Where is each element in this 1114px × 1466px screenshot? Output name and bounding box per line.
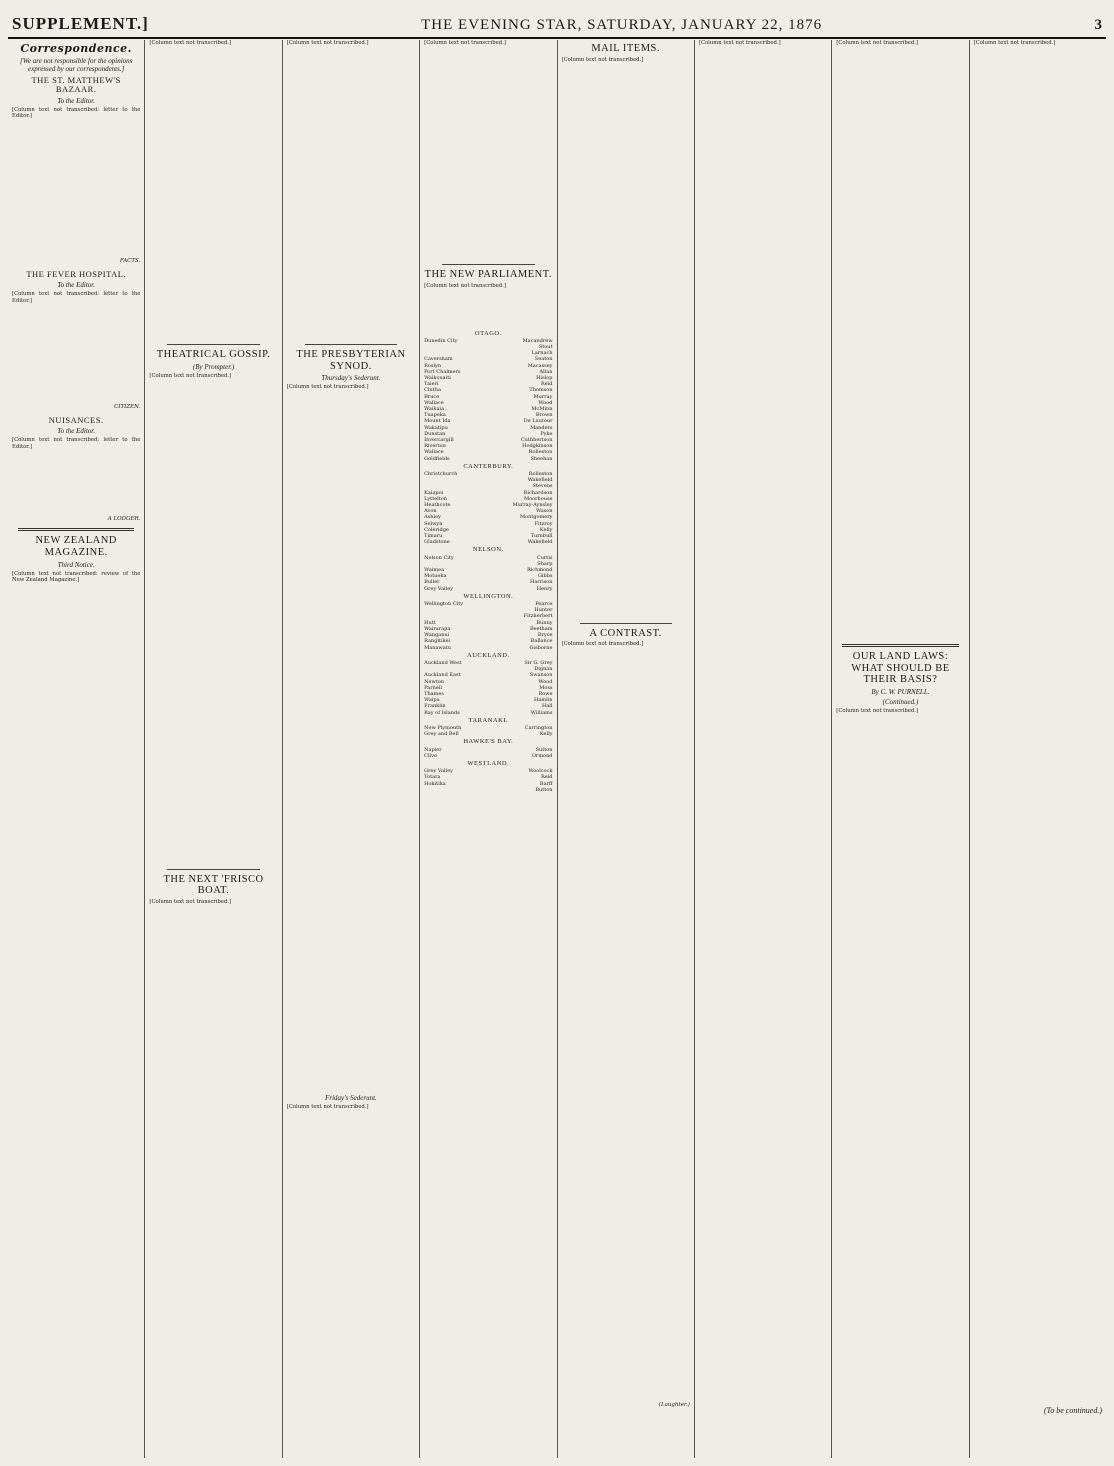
electorate-name: Auckland East [424, 672, 461, 679]
article-signature: A LODGER. [107, 516, 141, 523]
electorate-name: Lyttelton [424, 495, 447, 502]
newspaper-page [8, 6, 1106, 1458]
electorate-name: Christchurch [424, 471, 458, 478]
electorate-name: Napier [424, 746, 442, 753]
article-signature: (Laughter.) [658, 1402, 690, 1409]
article-a-contrast [562, 628, 690, 1409]
article-heading: OUR LAND LAWS: WHAT SHOULD BE THEIR BASIS? [851, 651, 950, 686]
member-name: Stout [538, 343, 553, 350]
column-6 [695, 40, 832, 1458]
province-heading: OTAGO. [474, 329, 502, 337]
article-body: [Column text not transcribed.] [836, 707, 919, 714]
electorate-name: Auckland West [424, 659, 462, 666]
electorate-name: Clutha [424, 387, 441, 394]
member-name: Cuthbertson [520, 437, 553, 443]
member-name: Brown [535, 412, 553, 419]
electorate-name: Roslyn [424, 362, 442, 369]
electorate-name: Riverton [424, 443, 446, 450]
article-theatrical-gossip [149, 349, 277, 863]
electorate-name: Ashley [424, 514, 441, 521]
electorate-name: Caversham [424, 356, 453, 363]
article-mail-items [562, 43, 690, 617]
member-name: Woolcock [528, 768, 553, 775]
member-name: Murray-Aynsley [512, 502, 553, 509]
page-number: 3 [1094, 17, 1102, 33]
electorate-name: Nelson City [424, 554, 454, 561]
member-name: Sutton [535, 746, 553, 753]
electorate-name: Wakatipu [424, 424, 448, 431]
article-body: [Column text not transcribed.] [149, 372, 232, 379]
electorate-name: Dunedin City [424, 337, 458, 344]
member-name: Harrison [529, 579, 553, 586]
column-3 [283, 40, 420, 1458]
article-signature: CITIZEN. [114, 404, 141, 411]
article-subheading: (By Prompter.) [192, 362, 235, 371]
correspondence-heading: Correspondence. [20, 42, 132, 55]
article-heading: THE FEVER HOSPITAL. [26, 268, 127, 279]
electorate-name: Hutt [424, 619, 436, 626]
article-body: [Column text not transcribed: letter to the Editor.] [12, 437, 141, 451]
member-name: Sheehan [530, 455, 553, 462]
member-name: Reid [540, 774, 553, 781]
member-name: Moss [539, 684, 553, 691]
member-row [424, 586, 552, 592]
member-name: Rowe [538, 690, 553, 697]
member-name: Wood [538, 399, 553, 406]
electorate-name: Kaiapoi [424, 489, 444, 496]
member-name: Beetham [529, 625, 553, 632]
member-name: Seaton [534, 356, 553, 363]
member-name: Stevens [532, 483, 553, 490]
electorate-name: Wanganui [424, 632, 450, 639]
member-row [424, 753, 552, 759]
member-name: Hislop [536, 374, 553, 381]
electorate-name: Waikouaiti [424, 374, 451, 381]
member-name: Thomson [529, 387, 553, 394]
electorate-name: Rangitikei [424, 638, 451, 645]
divider [442, 264, 534, 265]
electorate-name: Manawatu [424, 644, 451, 651]
member-name: Murray [533, 393, 553, 400]
article-heading: MAIL ITEMS. [591, 43, 661, 54]
article-body: [Column text not transcribed.] [286, 1104, 369, 1111]
column-5 [558, 40, 695, 1458]
electorate-name: New Plymouth [424, 724, 462, 731]
member-name: Gibbs [537, 573, 553, 580]
article-heading: THE PRESBYTERIAN SYNOD. [296, 349, 406, 372]
article-our-land-laws [836, 651, 964, 1408]
member-name: Hunter [534, 607, 553, 614]
member-name: Manders [530, 424, 553, 431]
member-name: Fitzroy [534, 520, 553, 527]
article-body: [Column text not transcribed.] [698, 40, 781, 46]
province-heading: AUCKLAND. [467, 651, 510, 659]
article-fever-hospital [12, 270, 140, 410]
column-1 [8, 40, 145, 1458]
member-name: Rolleston [528, 471, 553, 478]
member-name: Hall [541, 703, 553, 710]
article-subheading: To the Editor. [57, 281, 96, 290]
electorate-name: Hokitika [424, 780, 446, 787]
member-name: McMinn [531, 405, 553, 412]
member-name: Wason [536, 508, 553, 515]
electorate-name: Grey Valley [424, 768, 453, 775]
electorate-name: Wallace [424, 399, 444, 406]
electorate-name: Newton [424, 678, 444, 685]
article-new-parliament [424, 269, 552, 793]
electorate-name: Franklin [424, 703, 446, 710]
member-name: Wood [538, 678, 553, 685]
member-name: Bunny [536, 619, 553, 626]
electorate-name: Totara [424, 774, 441, 781]
article-subheading: To the Editor. [57, 427, 96, 436]
province-heading: WESTLAND. [467, 759, 510, 767]
electorate-name: Waipa [424, 697, 440, 704]
member-name: Ormond [531, 752, 553, 759]
column-2 [145, 40, 282, 1458]
electorate-name: Wairarapa [424, 625, 451, 632]
member-name: Gisborne [529, 644, 553, 651]
member-name: Wakefield [527, 477, 553, 484]
article-st-matthews-bazaar [12, 76, 140, 264]
member-name: Bryce [537, 632, 553, 639]
member-name: Richmond [526, 567, 553, 574]
divider [842, 644, 958, 647]
electorate-name: Selwyn [424, 520, 443, 527]
electorate-name: Waikaia [424, 405, 445, 412]
electorate-name: Grey and Bell [424, 731, 459, 738]
member-name: Macassey [527, 362, 553, 369]
electorate-name: Gladstone [424, 539, 450, 546]
divider [580, 623, 672, 624]
member-name: Richardson [523, 489, 553, 496]
member-name: Williams [530, 709, 553, 716]
article-body: [Column text not transcribed: letter to the Editor.] [12, 291, 141, 304]
column-4 [420, 40, 557, 1458]
columns [8, 40, 1106, 1458]
electorate-name: Timaru [424, 533, 443, 540]
article-heading: THEATRICAL GOSSIP. [156, 349, 271, 360]
divider [167, 344, 259, 345]
article-byline: By C. W. PURNELL. [871, 687, 930, 696]
member-name: Kelly [539, 526, 553, 533]
province-heading: NELSON. [472, 546, 504, 554]
article-presbyterian-synod [287, 349, 415, 1434]
electorate-name: Dunstan [424, 430, 446, 437]
article-body: [Column text not transcribed.] [561, 56, 644, 63]
electorate-name: Taieri [424, 381, 439, 388]
electorate-name: Goldfields [424, 455, 450, 462]
electorate-name: Wallace [424, 449, 444, 456]
article-heading: NEW ZEALAND MAGAZINE. [35, 535, 117, 559]
member-name: De Lautour [523, 418, 553, 425]
member-name: Dignan [534, 666, 553, 673]
column-continuation: [Column text not transcribed.] [286, 40, 369, 46]
member-name: Pyke [540, 430, 553, 437]
divider [305, 344, 397, 345]
column-continuation: [Column text not transcribed.] [836, 40, 919, 46]
member-row [424, 787, 552, 793]
supplement-label: SUPPLEMENT.] [12, 14, 149, 33]
masthead-title: THE EVENING STAR, SATURDAY, JANUARY 22, 1876 [421, 17, 823, 33]
member-name: Macandrew [522, 337, 553, 344]
electorate-name: Tuapeka [424, 412, 446, 419]
article-heading: THE ST. MATTHEW'S BAZAAR. [31, 75, 121, 95]
member-name: Barff [539, 780, 553, 787]
member-row [424, 710, 552, 716]
electorate-name: Clive [424, 752, 437, 759]
column-continuation: [Column text not transcribed.] [973, 40, 1056, 46]
electorate-name: Thames [424, 690, 444, 697]
column-8 [970, 40, 1106, 1458]
column-continuation: [Column text not transcribed.] [149, 40, 232, 46]
article-heading: NUISANCES. [48, 415, 104, 426]
article-body: [Column text not transcribed: letter to the Editor.] [12, 106, 141, 120]
article-new-zealand-magazine [12, 535, 140, 1270]
member-name: Moorhouse [523, 495, 553, 502]
divider [18, 528, 134, 531]
province-heading: WELLINGTON. [463, 592, 514, 600]
member-name: Carrington [524, 724, 553, 731]
member-name: Henry [536, 585, 553, 592]
article-heading: THE NEW PARLIAMENT. [424, 269, 553, 280]
member-name: Rolleston [528, 449, 553, 456]
member-row [424, 645, 552, 651]
column-7 [832, 40, 969, 1458]
electorate-name: Coleridge [424, 526, 449, 533]
article-next-frisco-boat [149, 874, 277, 1439]
electorate-name: Motueka [424, 573, 447, 580]
electorate-name: Buller [424, 579, 440, 586]
article-heading: A CONTRAST. [589, 627, 662, 639]
article-subheading: Friday's Sederunt. [325, 1094, 377, 1103]
article-signature: FACTS. [119, 257, 141, 264]
member-row [424, 456, 552, 462]
member-row [424, 539, 552, 545]
masthead [8, 6, 1106, 39]
to-be-continued: (To be continued.) [1043, 1406, 1102, 1415]
article-heading: THE NEXT 'FRISCO BOAT. [163, 873, 264, 897]
electorate-name: Avon [424, 508, 437, 515]
electorate-name: Wellington City [424, 601, 464, 608]
member-name: Fitzherbert [523, 613, 553, 620]
member-name: Hodgkinson [522, 443, 553, 450]
electorate-name: Heathcote [424, 502, 451, 509]
member-name: Ballance [530, 638, 553, 645]
member-name: Swanson [529, 672, 553, 679]
article-body: [Column text not transcribed: review of the New Zealand Magazine.] [12, 570, 141, 584]
electorate-name: Bay of Islands [424, 709, 460, 716]
correspondence-note: [We are not responsible for the opinions expressed by our correspondents.] [19, 57, 133, 74]
member-name: Pearce [535, 601, 553, 608]
electorate-name: Parnell [424, 684, 443, 691]
article-body: [Column text not transcribed.] [424, 282, 506, 289]
electorate-name: Waimea [424, 567, 445, 574]
member-name: Montgomery [520, 514, 553, 521]
article-body: [Column text not transcribed.] [561, 641, 644, 648]
divider [167, 869, 259, 870]
article-subheading: Third Notice. [57, 560, 95, 569]
column-continuation: [Column text not transcribed.] [424, 40, 506, 46]
article-body: [Column text not transcribed.] [286, 384, 369, 391]
member-name: Wakefield [527, 539, 553, 546]
electorate-name: Port Chalmers [424, 368, 461, 375]
member-name: Larnach [531, 350, 553, 357]
electorate-name: Grey Valley [424, 585, 453, 592]
member-name: Reid [540, 381, 553, 388]
province-heading: HAWKE'S BAY. [463, 738, 514, 746]
electorate-name: Mount Ida [424, 418, 451, 425]
member-name: Curtis [536, 554, 553, 561]
province-heading: TARANAKI. [468, 716, 509, 724]
member-name: Sir G. Grey [524, 659, 553, 666]
member-row [424, 731, 552, 737]
electorate-name: Invercargill [424, 437, 454, 443]
member-name: Sharp [537, 560, 553, 567]
electorate-name: Bruce [424, 393, 440, 400]
province-heading: CANTERBURY. [463, 462, 514, 470]
members-list [424, 331, 552, 793]
article-subheading: To the Editor. [57, 96, 96, 105]
article-subheading: Thursday's Sederunt. [321, 374, 381, 383]
article-body: [Column text not transcribed.] [149, 898, 232, 905]
member-name: Turnbull [530, 533, 553, 540]
member-name: Kelly [539, 731, 553, 738]
article-subheading: (Continued.) [882, 697, 919, 706]
member-name: Button [535, 786, 553, 793]
member-name: Allan [539, 368, 553, 375]
member-name: Hamlin [533, 697, 553, 704]
article-nuisances [12, 416, 140, 522]
